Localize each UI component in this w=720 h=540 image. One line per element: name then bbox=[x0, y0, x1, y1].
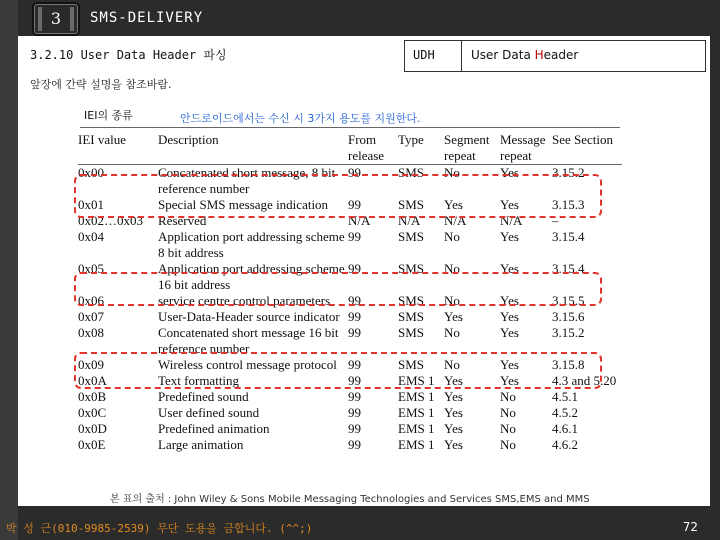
description-text: 앞장에 간략 설명을 참조바람. bbox=[30, 78, 172, 91]
table-cell: 4.5.2 bbox=[552, 405, 578, 420]
table-cell: No bbox=[500, 437, 516, 452]
table-row bbox=[78, 229, 622, 261]
highlight-box-0x05 bbox=[74, 272, 602, 306]
udh-label: UDH bbox=[413, 48, 435, 62]
table-header-cell: From release bbox=[348, 132, 398, 165]
table-cell: N/A bbox=[348, 213, 371, 228]
table-cell: Yes bbox=[500, 197, 519, 212]
table-row bbox=[78, 389, 622, 405]
table-cell: 99 bbox=[348, 373, 361, 388]
section-number: 3 bbox=[50, 9, 62, 28]
table-cell: 0x07 bbox=[78, 309, 104, 324]
table-cell: 0x0D bbox=[78, 421, 107, 436]
table-cell: Special SMS message indication bbox=[158, 197, 329, 212]
table-cell: – bbox=[552, 213, 559, 228]
udh-desc-red: H bbox=[534, 48, 544, 62]
chapter-title: SMS-DELIVERY bbox=[90, 10, 204, 26]
table-cell: 99 bbox=[348, 421, 361, 436]
table-cell: Yes bbox=[444, 373, 463, 388]
android-note: 안드로이드에서는 수신 시 3가지 용도를 지원한다. bbox=[180, 112, 421, 125]
table-cell: Wireless control message protocol bbox=[158, 357, 337, 372]
table-cell: 0x06 bbox=[78, 293, 104, 308]
table-cell: 3.15.2 bbox=[552, 325, 585, 340]
udh-box-right bbox=[471, 48, 578, 62]
table-cell: EMS 1 bbox=[398, 373, 435, 388]
table-cell: 0x05 bbox=[78, 261, 104, 276]
table-cell: Reserved bbox=[158, 213, 207, 228]
table-cell: Yes bbox=[500, 165, 519, 180]
table-cell: Yes bbox=[500, 229, 519, 244]
source-citation: 본 표의 출처 : John Wiley & Sons Mobile Messaging Technologies and Services SMS,EMS and MMS bbox=[110, 494, 590, 505]
table-cell: 99 bbox=[348, 325, 361, 340]
table-cell: 0x09 bbox=[78, 357, 104, 372]
table-row bbox=[78, 437, 622, 453]
table-header-row bbox=[78, 132, 622, 165]
table-cell: 3.15.3 bbox=[552, 197, 585, 212]
table-cell: Predefined animation bbox=[158, 421, 270, 436]
section-title: 3.2.10 User Data Header 파싱 bbox=[30, 48, 227, 62]
table-cell: EMS 1 bbox=[398, 437, 435, 452]
table-cell: 99 bbox=[348, 389, 361, 404]
table-cell: SMS bbox=[398, 357, 425, 372]
table-cell: 4.6.2 bbox=[552, 437, 578, 452]
table-cell: No bbox=[500, 405, 516, 420]
table-cell: Predefined sound bbox=[158, 389, 249, 404]
table-cell: 4.6.1 bbox=[552, 421, 578, 436]
table-row bbox=[78, 309, 622, 325]
table-cell: 99 bbox=[348, 357, 361, 372]
table-cell: 0x04 bbox=[78, 229, 104, 244]
table-cell: 3.15.2 bbox=[552, 165, 585, 180]
table-cell: EMS 1 bbox=[398, 389, 435, 404]
table-cell: EMS 1 bbox=[398, 421, 435, 436]
table-cell: User defined sound bbox=[158, 405, 260, 420]
table-cell: No bbox=[500, 389, 516, 404]
table-cell: Yes bbox=[500, 309, 519, 324]
table-cell: 3.15.8 bbox=[552, 357, 585, 372]
table-cell: Yes bbox=[500, 373, 519, 388]
table-header-cell: Type bbox=[398, 132, 444, 165]
table-header-cell: Description bbox=[158, 132, 348, 165]
table-cell: N/A bbox=[444, 213, 467, 228]
sidebar-strip bbox=[0, 0, 18, 540]
table-cell: SMS bbox=[398, 197, 425, 212]
table-cell: SMS bbox=[398, 229, 425, 244]
table-header-cell: See Section bbox=[552, 132, 622, 165]
table-cell: 3.15.5 bbox=[552, 293, 585, 308]
table-cell: 99 bbox=[348, 261, 361, 276]
highlight-box-0x08 bbox=[74, 352, 602, 389]
table-cell: No bbox=[444, 293, 460, 308]
table-cell: 0x08 bbox=[78, 325, 104, 340]
section-number-badge bbox=[34, 4, 78, 34]
udh-box-left bbox=[405, 41, 462, 71]
table-cell: 3.15.6 bbox=[552, 309, 585, 324]
table-cell: 0x0A bbox=[78, 373, 107, 388]
table-cell: SMS bbox=[398, 309, 425, 324]
page-number: 72 bbox=[682, 520, 698, 534]
table-cell: 0x01 bbox=[78, 197, 104, 212]
table-cell: Text formatting bbox=[158, 373, 240, 388]
table-cell: SMS bbox=[398, 261, 425, 276]
table-cell: Application port addressing scheme 16 bit address bbox=[158, 261, 345, 292]
table-cell: Yes bbox=[444, 197, 463, 212]
udh-desc-post: eader bbox=[543, 48, 579, 62]
table-cell: 0x0B bbox=[78, 389, 107, 404]
table-top-rule bbox=[80, 127, 620, 128]
table-cell: SMS bbox=[398, 325, 425, 340]
table-cell: No bbox=[444, 229, 460, 244]
table-cell: N/A bbox=[398, 213, 421, 228]
table-header-cell: Segment repeat bbox=[444, 132, 500, 165]
table-cell: Yes bbox=[500, 261, 519, 276]
table-cell: Yes bbox=[500, 357, 519, 372]
table-cell: 99 bbox=[348, 405, 361, 420]
highlight-box-0x00 bbox=[74, 174, 602, 218]
table-row bbox=[78, 421, 622, 437]
table-cell: No bbox=[444, 357, 460, 372]
table-cell: 0x02…0x03 bbox=[78, 213, 143, 228]
table-cell: 99 bbox=[348, 309, 361, 324]
table-cell: 4.5.1 bbox=[552, 389, 578, 404]
table-cell: 0x0C bbox=[78, 405, 107, 420]
table-cell: 0x0E bbox=[78, 437, 106, 452]
table-row bbox=[78, 405, 622, 421]
table-cell: No bbox=[444, 325, 460, 340]
table-cell: Concatenated short message, 8 bit reference number bbox=[158, 165, 336, 196]
table-cell: Yes bbox=[444, 405, 463, 420]
table-cell: Yes bbox=[444, 437, 463, 452]
udh-desc-pre: User Data bbox=[471, 48, 535, 62]
table-header-cell: IEI value bbox=[78, 132, 158, 165]
table-cell: Yes bbox=[500, 293, 519, 308]
table-cell: 99 bbox=[348, 437, 361, 452]
iei-type-label: IEI의 종류 bbox=[84, 109, 133, 122]
table-cell: 99 bbox=[348, 197, 361, 212]
table-cell: 3.15.4 bbox=[552, 261, 585, 276]
table-cell: EMS 1 bbox=[398, 405, 435, 420]
table-cell: SMS bbox=[398, 293, 425, 308]
table-cell: Application port addressing scheme 8 bit address bbox=[158, 229, 345, 260]
table-cell: Yes bbox=[444, 309, 463, 324]
udh-box bbox=[404, 40, 706, 72]
table-cell: No bbox=[444, 165, 460, 180]
table-cell: Concatenated short message 16 bit reference number bbox=[158, 325, 339, 356]
table-cell: 99 bbox=[348, 293, 361, 308]
table-cell: 0x00 bbox=[78, 165, 104, 180]
table-cell: N/A bbox=[500, 213, 523, 228]
table-cell: Yes bbox=[444, 389, 463, 404]
table-header-cell: Message repeat bbox=[500, 132, 552, 165]
table-cell: Yes bbox=[500, 325, 519, 340]
table-cell: No bbox=[444, 261, 460, 276]
table-cell: No bbox=[500, 421, 516, 436]
table-cell: 99 bbox=[348, 165, 361, 180]
table-cell: 99 bbox=[348, 229, 361, 244]
table-cell: Yes bbox=[444, 421, 463, 436]
table-cell: Large animation bbox=[158, 437, 244, 452]
table-cell: service centre control parameters bbox=[158, 293, 331, 308]
footer-copyright: 박 성 근(010-9985-2539) 무단 도용을 금합니다. (^^;) bbox=[6, 522, 313, 535]
table-cell: User-Data-Header source indicator bbox=[158, 309, 340, 324]
table-cell: SMS bbox=[398, 165, 425, 180]
table-cell: 3.15.4 bbox=[552, 229, 585, 244]
table-cell: 4.3 and 5.20 bbox=[552, 373, 617, 388]
